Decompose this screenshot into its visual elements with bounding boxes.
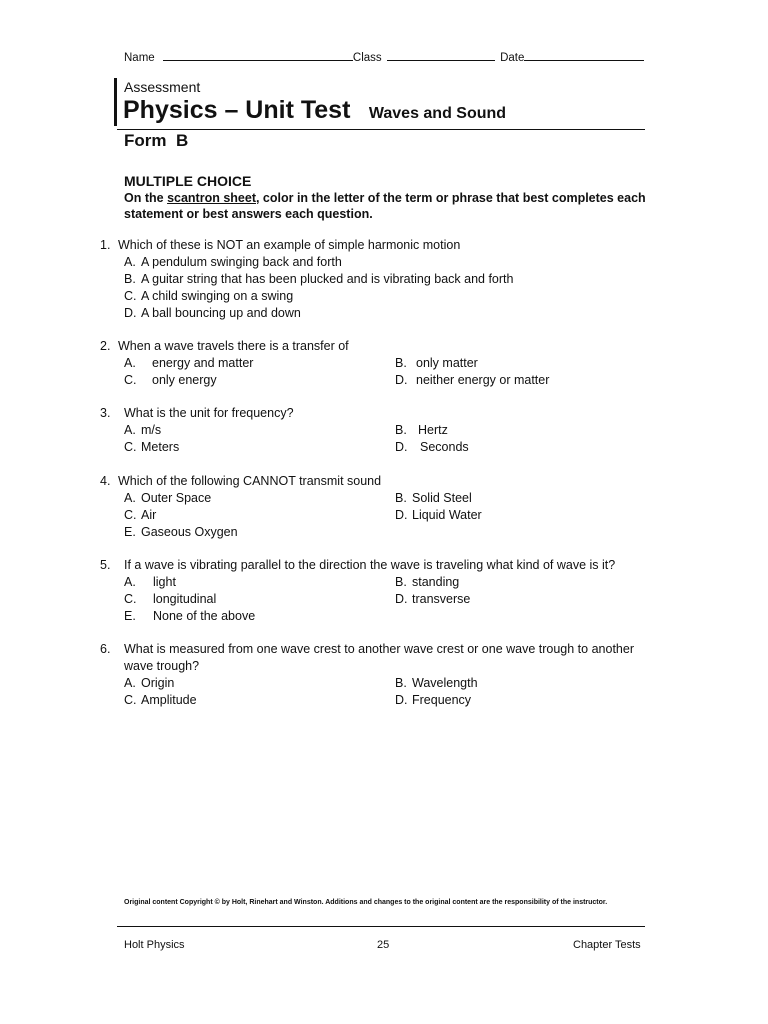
option-letter: D. [124, 306, 137, 320]
option-d [124, 305, 660, 322]
question-text: When a wave travels there is a transfer of [118, 339, 349, 353]
option-e [124, 608, 395, 625]
question-text: What is measured from one wave crest to another wave crest or one wave trough to another wave trough? [124, 642, 634, 673]
option-b [395, 574, 615, 591]
question-text: What is the unit for frequency? [124, 406, 294, 420]
page-subtitle: Waves and Sound [368, 105, 507, 122]
option-text: Wavelength [412, 676, 478, 690]
option-text: Frequency [412, 693, 472, 707]
option-letter: A. [124, 491, 136, 505]
title-vertical-bar [114, 78, 117, 126]
option-a [124, 574, 395, 591]
question-text: Which of the following CANNOT transmit sound [118, 474, 382, 488]
option-text: Seconds [420, 440, 469, 454]
option-letter: A. [124, 423, 136, 437]
option-a [124, 422, 395, 439]
option-text: Gaseous Oxygen [141, 525, 238, 539]
option-letter: B. [395, 676, 407, 690]
footer-section-title: Chapter Tests [573, 939, 641, 951]
option-c [124, 288, 660, 305]
assessment-label: Assessment [124, 79, 201, 95]
option-a [124, 675, 395, 692]
question-stem [100, 237, 660, 254]
option-text: Origin [141, 676, 175, 690]
option-letter: A. [124, 575, 136, 589]
option-letter: A. [124, 255, 136, 269]
question-5 [100, 557, 660, 625]
option-letter: B. [395, 575, 407, 589]
option-c [124, 692, 395, 709]
option-d [395, 439, 615, 456]
option-e [124, 524, 395, 541]
option-letter: C. [124, 289, 137, 303]
option-c [124, 507, 395, 524]
option-d [395, 372, 615, 389]
option-letter: C. [124, 373, 137, 387]
date-blank [524, 50, 644, 61]
question-stem [100, 338, 660, 355]
option-letter: D. [395, 592, 408, 606]
option-letter: B. [395, 423, 407, 437]
footer-rule [117, 926, 645, 927]
option-letter: C. [124, 508, 137, 522]
option-b [395, 490, 615, 507]
copyright-notice: Original content Copyright © by Holt, Rinehart and Winston. Additions and changes to the original content are the responsibility of the instructor. [124, 899, 608, 906]
instructions [124, 190, 654, 222]
option-letter: C. [124, 592, 137, 606]
option-text: light [153, 575, 176, 589]
section-heading: MULTIPLE CHOICE [124, 173, 252, 189]
option-text: Solid Steel [412, 491, 472, 505]
title-rule [117, 129, 645, 130]
option-text: A ball bouncing up and down [141, 306, 301, 320]
option-b [124, 271, 660, 288]
question-number: 2. [100, 339, 111, 353]
class-label: Class [352, 52, 382, 64]
instructions-suffix: , color in the letter of the term or phrase that best completes each statement or best answers each question. [124, 191, 646, 221]
option-text: m/s [141, 423, 162, 437]
option-a [124, 254, 660, 271]
option-d [395, 692, 615, 709]
option-text: standing [412, 575, 460, 589]
question-stem [100, 557, 660, 574]
question-number: 6. [100, 642, 111, 656]
question-4 [100, 473, 660, 541]
question-stem [100, 405, 660, 422]
option-letter: B. [124, 272, 136, 286]
question-1 [100, 237, 660, 322]
footer-book-title: Holt Physics [124, 939, 185, 951]
student-info-line [124, 50, 644, 64]
option-text: energy and matter [152, 356, 254, 370]
option-text: only energy [152, 373, 217, 387]
option-text: Outer Space [141, 491, 212, 505]
option-a [124, 490, 395, 507]
option-letter: B. [395, 491, 407, 505]
option-c [124, 439, 395, 456]
question-text: Which of these is NOT an example of simple harmonic motion [118, 238, 461, 252]
option-c [124, 372, 395, 389]
option-letter: C. [124, 693, 137, 707]
question-stem [100, 641, 660, 675]
option-text: only matter [416, 356, 478, 370]
option-letter: E. [124, 525, 136, 539]
option-b [395, 675, 615, 692]
option-text: neither energy or matter [416, 373, 550, 387]
option-text: Amplitude [141, 693, 197, 707]
question-number: 4. [100, 474, 111, 488]
option-b [395, 355, 615, 372]
option-text: transverse [412, 592, 471, 606]
option-d [395, 591, 615, 608]
option-text: Meters [141, 440, 180, 454]
option-text: None of the above [153, 609, 256, 623]
title-row [123, 96, 506, 125]
option-letter: A. [124, 356, 136, 370]
class-blank [387, 50, 495, 61]
option-b [395, 422, 615, 439]
name-blank [163, 50, 353, 61]
option-letter: A. [124, 676, 136, 690]
question-text: If a wave is vibrating parallel to the direction the wave is traveling what kind of wave is it? [124, 558, 616, 572]
option-text: Liquid Water [412, 508, 482, 522]
question-2 [100, 338, 660, 389]
option-text: A pendulum swinging back and forth [141, 255, 342, 269]
question-number: 5. [100, 558, 111, 572]
option-text: A child swinging on a swing [141, 289, 294, 303]
option-text: Hertz [418, 423, 448, 437]
instructions-prefix: On the [124, 191, 168, 205]
option-letter: D. [395, 693, 408, 707]
question-6 [100, 641, 660, 709]
question-number: 1. [100, 238, 111, 252]
option-letter: C. [124, 440, 137, 454]
question-number: 3. [100, 406, 111, 420]
form-label: Form B [124, 131, 189, 150]
option-text: longitudinal [153, 592, 217, 606]
option-a [124, 355, 395, 372]
question-3 [100, 405, 660, 456]
option-letter: D. [395, 373, 408, 387]
option-c [124, 591, 395, 608]
instructions-emphasis: scantron sheet [167, 191, 256, 205]
date-label: Date [500, 52, 525, 64]
page-number: 25 [377, 939, 390, 951]
option-letter: E. [124, 609, 136, 623]
option-text: Air [141, 508, 157, 522]
option-letter: D. [395, 440, 408, 454]
option-d [395, 507, 615, 524]
name-label: Name [124, 52, 155, 64]
question-stem [100, 473, 660, 490]
page-title: Physics – Unit Test [123, 96, 351, 124]
option-text: A guitar string that has been plucked and is vibrating back and forth [141, 272, 514, 286]
option-letter: D. [395, 508, 408, 522]
option-letter: B. [395, 356, 407, 370]
